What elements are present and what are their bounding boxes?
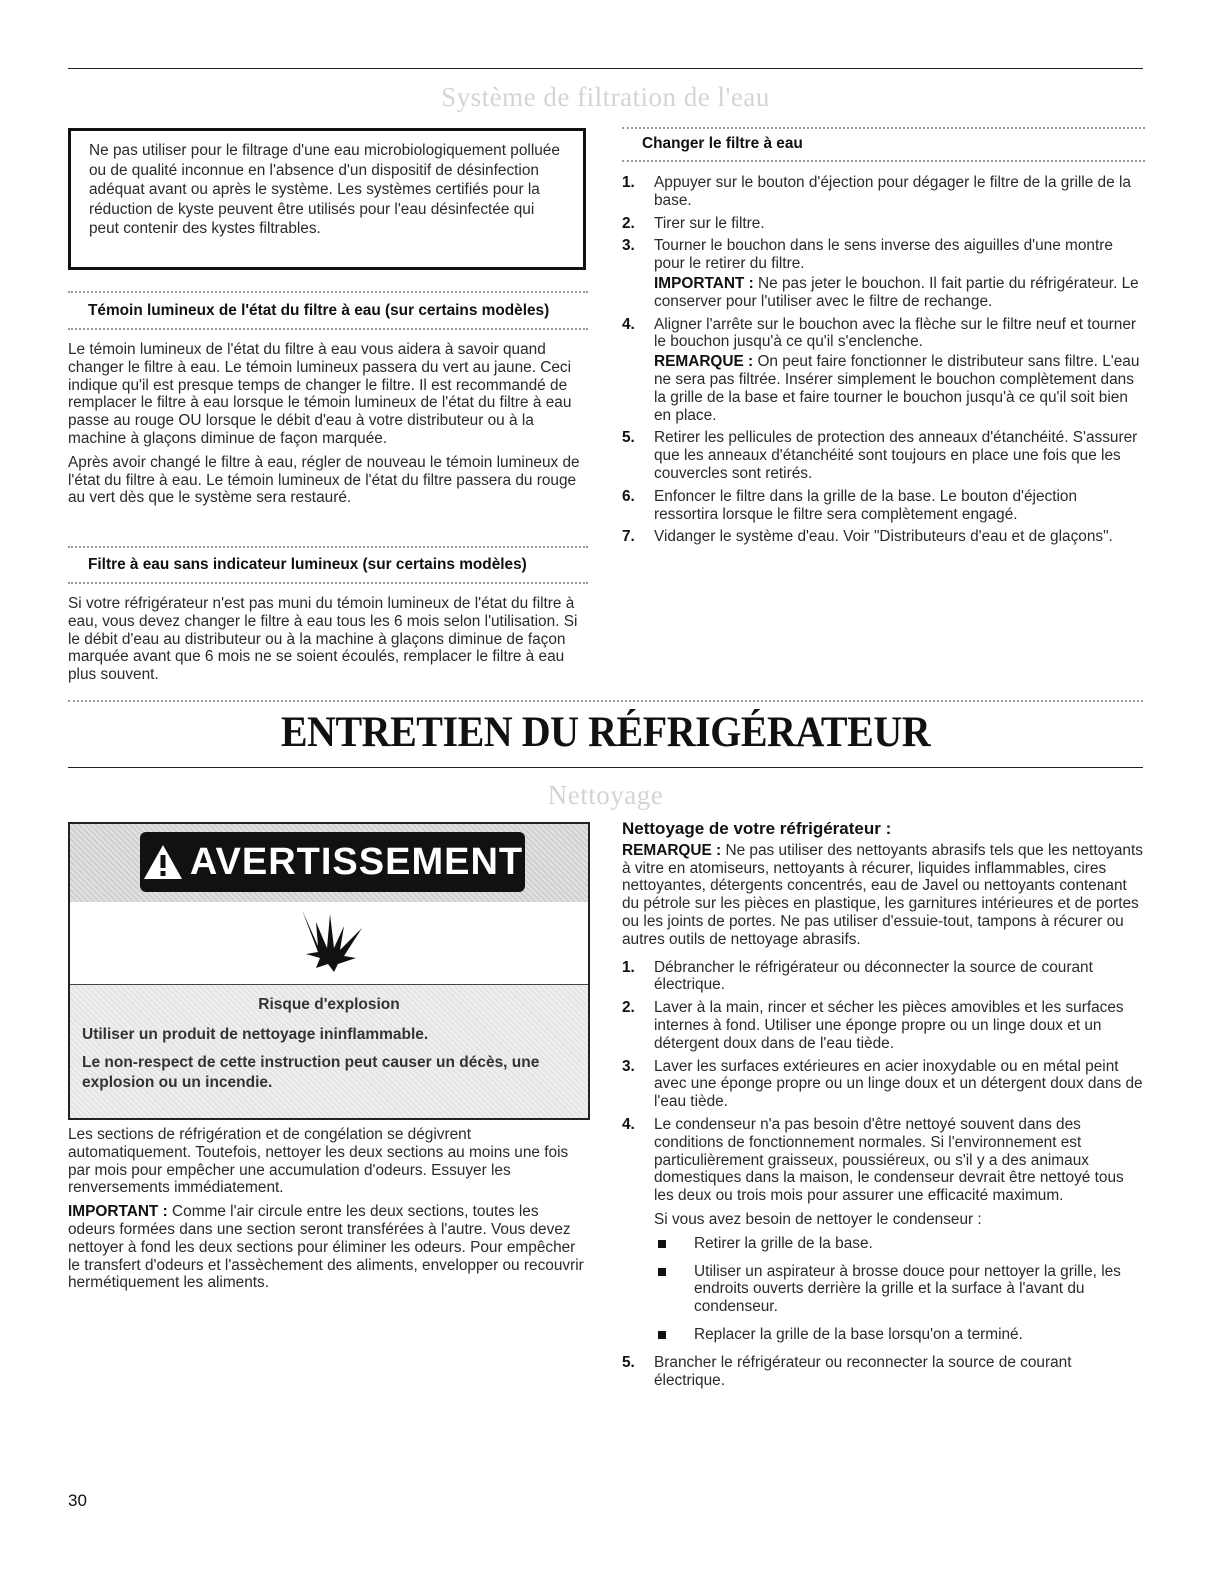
divider (68, 700, 1143, 702)
step-number: 2. (622, 999, 635, 1017)
step-text: Tourner le bouchon dans le sens inverse des aiguilles d'une montre pour le retirer du filtre. (654, 237, 1113, 273)
warning-line-1: Utiliser un produit de nettoyage ininflammable. (82, 1026, 429, 1043)
divider (622, 127, 1145, 129)
bullet-text: Replacer la grille de la base lorsqu'on a terminé. (694, 1325, 1023, 1343)
step-item (622, 959, 1145, 995)
indicator-paragraph-1: Le témoin lumineux de l'état du filtre à eau vous aidera à savoir quand changer le filtre à eau. Le témoin lumineux passera du vert au jaune. Ceci indique qu'il est presque temps de changer le filtre. Il est recommandé de remplacer le filtre à eau lorsque le témoin lumineux de l'état du filtre à eau passe au rouge OU lorsque le débit d'eau à votre distributeur ou à la machine à glaçons diminue de façon marquée. (68, 341, 572, 447)
step-number: 6. (622, 487, 635, 505)
warning-label-pill (140, 832, 525, 892)
change-filter-steps (622, 174, 1145, 551)
step-note (654, 275, 1145, 311)
no-indicator-paragraph: Si votre réfrigérateur n'est pas muni du témoin lumineux de l'état du filtre à eau, vous devez changer le filtre à eau tous les 6 mois selon l'utilisation. Si le débit d'eau au distributeur ou à la machine à glaçons diminue de façon marquée avant que 6 mois ne se soient écoulés, remplacer le filtre à eau plus souvent. (68, 595, 578, 684)
step-text: Débrancher le réfrigérateur ou déconnecter la source de courant électrique. (654, 958, 1093, 994)
cleaning-remark (622, 842, 1145, 949)
important-text: Comme l'air circule entre les deux sections, toutes les odeurs formées dans une section seront transférées à l'autre. Vous devez nettoyer à fond les deux sections pour éliminer les odeurs. Pour empêcher le transfert d'odeurs et l'assèchement des aliments, envelopper ou recouvrir hermétiquement les aliments. (68, 1203, 584, 1292)
step-text: Brancher le réfrigérateur ou reconnecter la source de courant électrique. (654, 1353, 1072, 1389)
heading-rule (68, 767, 1143, 768)
defrost-body (68, 1126, 588, 1298)
step-text: Vidanger le système d'eau. Voir "Distributeurs d'eau et de glaçons". (654, 528, 1113, 546)
step-text: Laver à la main, rincer et sécher les pièces amovibles et les surfaces internes à fond. Utiliser une éponge propre ou un linge doux et un détergent doux dans de l'eau tiède. (654, 999, 1124, 1052)
step-text: Le condenseur n'a pas besoin d'être nettoyé souvent dans des conditions de fonctionnement normales. Si l'environnement est particulièrement graisseux, poussiéreux, ou s'il y a des animaux domestiques dans la maison, le condenseur devrait être nettoyé tous les deux ou trois mois pour assurer une efficacité maximum. (654, 1115, 1124, 1205)
defrost-paragraph-1: Les sections de réfrigération et de congélation se dégivrent automatiquement. Toutefois, nettoyer les deux sections au moins une fois par mois pour empêcher une accumulation d'odeurs. Essuyer les renversements immédiatement. (68, 1126, 569, 1197)
indicator-body (68, 341, 588, 513)
step-text: Appuyer sur le bouton d'éjection pour dégager le filtre de la grille de la base. (654, 174, 1131, 209)
water-warning-box (68, 128, 586, 270)
step-number: 2. (622, 214, 635, 232)
change-filter-heading: Changer le filtre à eau (642, 135, 803, 152)
warning-label: AVERTISSEMENT (189, 840, 524, 883)
condenser-bullets (654, 1235, 1145, 1344)
bullet-item (654, 1326, 1145, 1344)
step-number: 3. (622, 237, 635, 255)
note-label: IMPORTANT : (654, 274, 754, 292)
indicator-paragraph-2: Après avoir changé le filtre à eau, régler de nouveau le témoin lumineux de l'état du filtre à eau. Le témoin lumineux de l'état du filtre passera du rouge au vert dès que le système sera restauré. (68, 453, 580, 507)
bullet-text: Utiliser un aspirateur à brosse douce pour nettoyer la grille, les endroits ouverts derrière la grille et la surface à l'avant du condenseur. (694, 1262, 1121, 1316)
note-text: Ne pas jeter le bouchon. Il fait partie du réfrigérateur. Le conserver pour l'utiliser avec le filtre de rechange. (654, 274, 1139, 310)
bullet-item (654, 1235, 1145, 1253)
step-item (622, 1058, 1145, 1111)
explosion-icon (294, 908, 366, 974)
section-title-filtration: Système de filtration de l'eau (441, 82, 770, 112)
step-text: Aligner l'arrête sur le bouchon avec la flèche sur le filtre neuf et tourner le bouchon jusqu'à ce qu'il s'enclenche. (654, 315, 1137, 351)
condenser-intro: Si vous avez besoin de nettoyer le condenseur : (654, 1210, 982, 1228)
warning-risk: Risque d'explosion (258, 996, 400, 1013)
bullet-square-icon (658, 1331, 666, 1339)
indicator-heading: Témoin lumineux de l'état du filtre à eau (sur certains modèles) (88, 302, 550, 319)
step-item (622, 215, 1145, 233)
bullet-item (654, 1263, 1145, 1316)
note-label: REMARQUE : (654, 353, 754, 371)
step-text: Enfoncer le filtre dans la grille de la base. Le bouton d'éjection ressortira lorsque le filtre sera complètement engagé. (654, 487, 1078, 523)
remark-label: REMARQUE : (622, 841, 722, 859)
step-number: 5. (622, 1353, 635, 1371)
divider (68, 546, 588, 548)
step-note (654, 353, 1145, 424)
defrost-paragraph-2 (68, 1203, 588, 1292)
cleaning-heading: Nettoyage de votre réfrigérateur : (622, 819, 892, 838)
note-text: On peut faire fonctionner le distributeur sans filtre. L'eau ne sera pas filtrée. Insérer simplement le bouchon complètement dans la grille de la base et faire tourner le bouchon jusqu'à ce qu'il soit bien en place. (654, 353, 1140, 424)
water-warning-text: Ne pas utiliser pour le filtrage d'une eau microbiologiquement polluée ou de qualité inconnue en l'absence d'un dispositif de désinfection adéquat avant ou après le système. Les systèmes certifiés pour la réduction de kyste peuvent être utilisés pour l'eau désinfectée qui peut contenir des kystes filtrables. (89, 142, 560, 237)
step-item (622, 237, 1145, 310)
divider (68, 291, 588, 293)
step-item (622, 1354, 1145, 1390)
page-number: 30 (68, 1491, 87, 1510)
step-number: 3. (622, 1057, 635, 1075)
step-item (622, 429, 1145, 482)
step-number: 4. (622, 1115, 635, 1133)
bullet-square-icon (658, 1240, 666, 1248)
remark-text: Ne pas utiliser des nettoyants abrasifs tels que les nettoyants à vitre en atomiseurs, nettoyants à récurer, liquides inflammables, cires nettoyantes, détergents concentrés, eau de Javel ou nettoyants contenant du pétrole sur les pièces en plastique, les garnitures intérieures et de portes ou les joints de portes. Ne pas utiliser d'essuie-tout, tampons à récurer ou autres outils de nettoyage abrasifs. (622, 841, 1143, 948)
step-number: 5. (622, 429, 635, 447)
warning-header (70, 824, 588, 902)
step-number: 1. (622, 174, 635, 191)
step-number: 4. (622, 315, 635, 333)
step-number: 1. (622, 958, 635, 976)
page-heading: ENTRETIEN DU RÉFRIGÉRATEUR (280, 709, 931, 756)
divider (68, 582, 588, 584)
explosion-warning-box (68, 822, 590, 1120)
no-indicator-heading: Filtre à eau sans indicateur lumineux (sur certains modèles) (88, 556, 527, 573)
warning-line-2: Le non-respect de cette instruction peut causer un décès, une explosion ou un incendie. (82, 1054, 540, 1091)
warning-body (70, 984, 588, 1118)
section-title-cleaning: Nettoyage (547, 780, 664, 810)
step-item (622, 1116, 1145, 1344)
bullet-square-icon (658, 1268, 666, 1276)
step-item (622, 528, 1145, 546)
step-item (622, 174, 1145, 210)
bullet-text: Retirer la grille de la base. (694, 1234, 873, 1252)
step-text: Laver les surfaces extérieures en acier inoxydable ou en métal peint avec une éponge propre ou un linge doux et un détergent doux dans de l'eau tiède. (654, 1057, 1143, 1111)
warning-triangle-icon (142, 842, 184, 882)
step-item (622, 316, 1145, 425)
top-rule (68, 68, 1143, 69)
cleaning-section (622, 820, 1145, 1394)
divider (68, 328, 588, 330)
step-item (622, 488, 1145, 524)
step-number: 7. (622, 528, 635, 546)
important-label: IMPORTANT : (68, 1203, 168, 1221)
step-text: Retirer les pellicules de protection des anneaux d'étanchéité. S'assurer que les anneaux d'étanchéité sont toujours en place une fois que les couvercles sont retirés. (654, 429, 1138, 482)
step-item (622, 999, 1145, 1052)
step-text: Tirer sur le filtre. (654, 214, 765, 232)
no-indicator-body (68, 595, 588, 690)
divider (622, 160, 1145, 162)
